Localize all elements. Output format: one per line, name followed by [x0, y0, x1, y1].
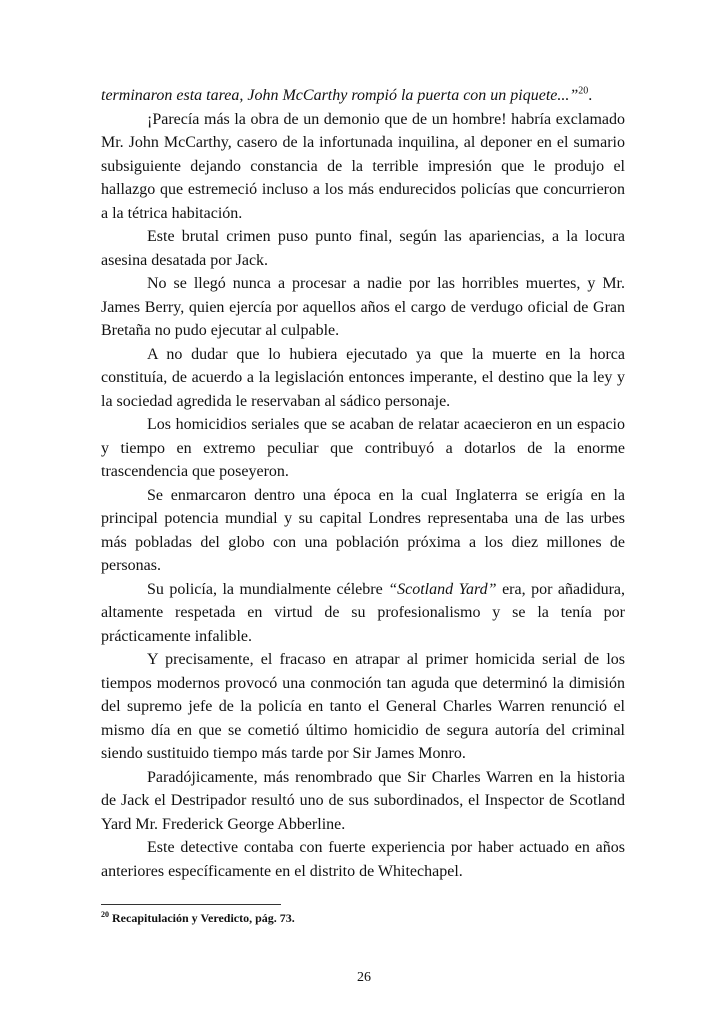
text-run: No se llegó nunca a procesar a nadie por las horribles muertes, y Mr. James Berry, quien ejercía por aquellos años el cargo de verdugo oficial de Gran Bretaña no pudo ejecutar al culpable. — [101, 275, 625, 339]
italic-text: terminaron esta tarea, John McCarthy rompió la puerta con un piquete...” — [101, 87, 579, 104]
paragraph — [101, 84, 625, 108]
paragraph — [101, 108, 625, 226]
paragraph — [101, 225, 625, 272]
text-run: Y precisamente, el fracaso en atrapar al primer homicida serial de los tiempos modernos provocó una conmoción tan aguda que determinó la dimisión del supremo jefe de la policía en tanto el General Charles Warren renunció el mismo día en que se cometió último homicidio de segura autoría del criminal siendo sustituido tiempo más tarde por Sir James Monro. — [101, 651, 625, 762]
italic-text: “Scotland Yard” — [388, 580, 497, 598]
text-run: Este detective contaba con fuerte experiencia por haber actuado en años anteriores específicamente en el distrito de Whitechapel. — [101, 839, 625, 880]
body-text — [101, 84, 625, 883]
text-run: era, por añadidura, altamente respetada en virtud de su profesionalismo y se la tenía por prácticamente infalible. — [101, 580, 625, 645]
footnote-reference: 20 — [578, 85, 589, 97]
text-run: Este brutal crimen puso punto final, según las apariencias, a la locura asesina desatada por Jack. — [101, 228, 625, 269]
paragraph — [101, 766, 625, 837]
text-run: A no dudar que lo hubiera ejecutado ya que la muerte en la horca constituía, de acuerdo a la legislación entonces imperante, el destino que la ley y la sociedad agredida le reservaban al sádico personaje. — [101, 345, 625, 410]
text-run: Paradójicamente, más renombrado que Sir Charles Warren en la historia de Jack el Destripador resultó uno de sus subordinados, el Inspector de Scotland Yard Mr. Frederick George Abberline. — [101, 768, 625, 833]
paragraph — [101, 648, 625, 766]
text-run: Su policía, la mundialmente célebre — [147, 580, 389, 598]
paragraph — [101, 836, 625, 883]
paragraph — [101, 413, 625, 484]
text-run: Los homicidios seriales que se acaban de relatar acaecieron en un espacio y tiempo en extremo peculiar que contribuyó a dotarlos de la enorme trascendencia que poseyeron. — [101, 416, 625, 480]
paragraph — [101, 484, 625, 578]
text-run: . — [588, 87, 593, 104]
footnote — [101, 911, 625, 926]
paragraph — [101, 578, 625, 649]
page-number: 26 — [357, 970, 371, 985]
text-run: Se enmarcaron dentro una época en la cual Inglaterra se erigía en la principal potencia mundial y su capital Londres representaba una de las urbes más pobladas del globo con una población próxima a los diez millones de personas. — [101, 486, 625, 574]
footnote-number: 20 — [101, 910, 109, 919]
paragraph — [101, 343, 625, 414]
paragraph — [101, 272, 625, 343]
text-run: ¡Parecía más la obra de un demonio que de un hombre! habría exclamado Mr. John McCarthy, casero de la infortunada inquilina, al deponer en el sumario subsiguiente dejando constancia de la terrible impresión que le produjo el hallazgo que estremeció incluso a los más endurecidos policías que concurrieron a la tétrica habitación. — [101, 110, 625, 222]
footnote-text: Recapitulación y Veredicto, pág. 73. — [109, 911, 295, 925]
footnote-separator — [101, 904, 281, 905]
